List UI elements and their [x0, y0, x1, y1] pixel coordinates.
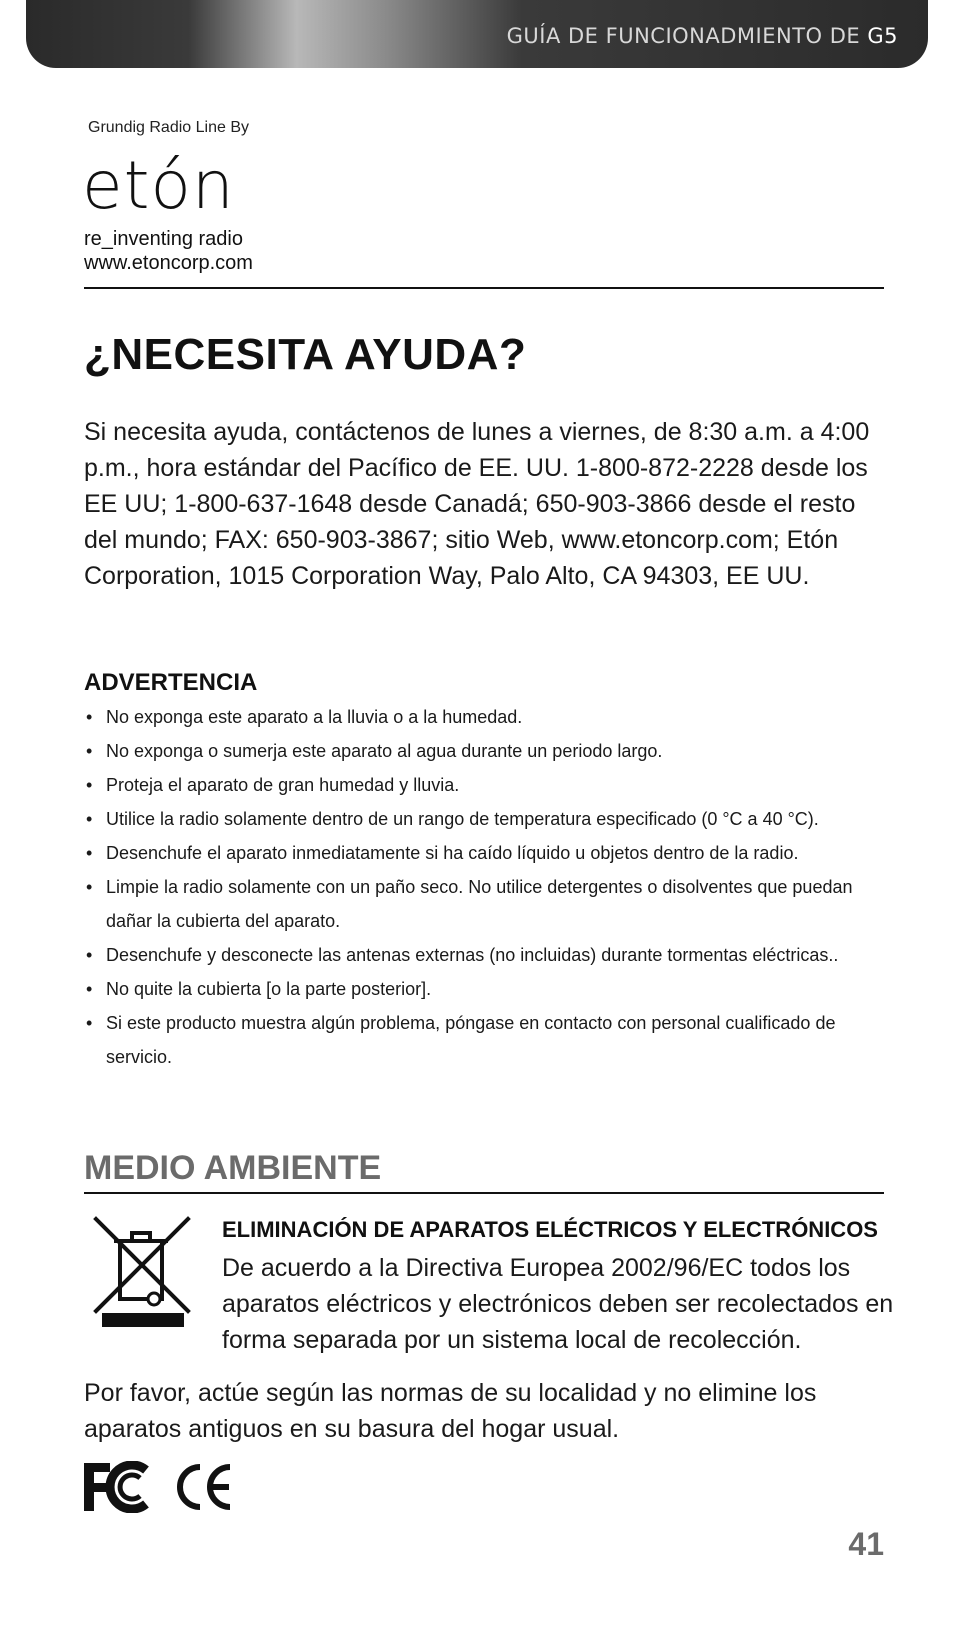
crossed-bin-icon — [92, 1215, 196, 1327]
warning-item: • No exponga este aparato a la lluvia o a la humedad. — [84, 700, 884, 734]
brand-tagline-block — [84, 227, 253, 275]
warning-item: • Si este producto muestra algún problema, póngase en contacto con personal cualificado de servicio. — [84, 1006, 884, 1074]
warning-item: • Desenchufe el aparato inmediatamente si ha caído líquido u objetos dentro de la radio. — [84, 836, 884, 870]
warning-item: • Desenchufe y desconecte las antenas externas (no incluidas) durante tormentas eléctricas.. — [84, 938, 884, 972]
environment-heading: MEDIO AMBIENTE — [84, 1149, 382, 1187]
page-title: ¿NECESITA AYUDA? — [84, 330, 527, 379]
certification-marks — [84, 1461, 234, 1513]
environment-divider — [84, 1192, 884, 1194]
brand-line: Grundig Radio Line By — [88, 119, 249, 136]
top-divider — [84, 287, 884, 289]
weee-heading: ELIMINACIÓN DE APARATOS ELÉCTRICOS Y ELECTRÓNICOS — [222, 1217, 878, 1242]
page-number: 41 — [848, 1526, 884, 1562]
eton-logo — [82, 146, 262, 216]
brand-website: www.etoncorp.com — [84, 252, 253, 274]
warning-list — [84, 700, 884, 1074]
warning-item: • Limpie la radio solamente con un paño seco. No utilice detergentes o disolventes que puedan dañar la cubierta del aparato. — [84, 870, 884, 938]
ce-mark — [180, 1467, 230, 1507]
model-name: G5 — [867, 24, 898, 48]
manual-title — [507, 24, 898, 48]
warning-item: • Proteja el aparato de gran humedad y lluvia. — [84, 768, 884, 802]
svg-text:etón: etón — [82, 147, 235, 216]
closing-paragraph: Por favor, actúe según las normas de su localidad y no elimine los aparatos antiguos en su basura del hogar usual. — [84, 1379, 817, 1443]
brand-tagline: re_inventing radio — [84, 228, 243, 250]
warning-item: • No quite la cubierta [o la parte posterior]. — [84, 972, 884, 1006]
warning-item: • No exponga o sumerja este aparato al agua durante un periodo largo. — [84, 734, 884, 768]
help-paragraph: Si necesita ayuda, contáctenos de lunes a viernes, de 8:30 a.m. a 4:00 p.m., hora estándar del Pacífico de EE. UU. 1-800-872-2228 desde los EE UU; 1-800-637-1648 desde Canadá; 650-903-3866 desde el resto del mundo; FAX: 650-903-3867; sitio Web, www.etoncorp.com; Etón Corporation, 1015 Corporation Way, Palo Alto, CA 94303, EE UU. — [84, 418, 870, 590]
manual-title-text: GUÍA DE FUNCIONADMIENTO DE — [506, 24, 861, 48]
warning-item: • Utilice la radio solamente dentro de un rango de temperatura especificado (0 °C a 40 °C). — [84, 802, 884, 836]
header-bar — [26, 0, 928, 68]
weee-paragraph: De acuerdo a la Directiva Europea 2002/96/EC todos los aparatos eléctricos y electrónicos deben ser recolectados en forma separada por un sistema local de recolección. — [222, 1254, 894, 1354]
fcc-logo — [84, 1463, 146, 1511]
warning-heading: ADVERTENCIA — [84, 669, 258, 696]
